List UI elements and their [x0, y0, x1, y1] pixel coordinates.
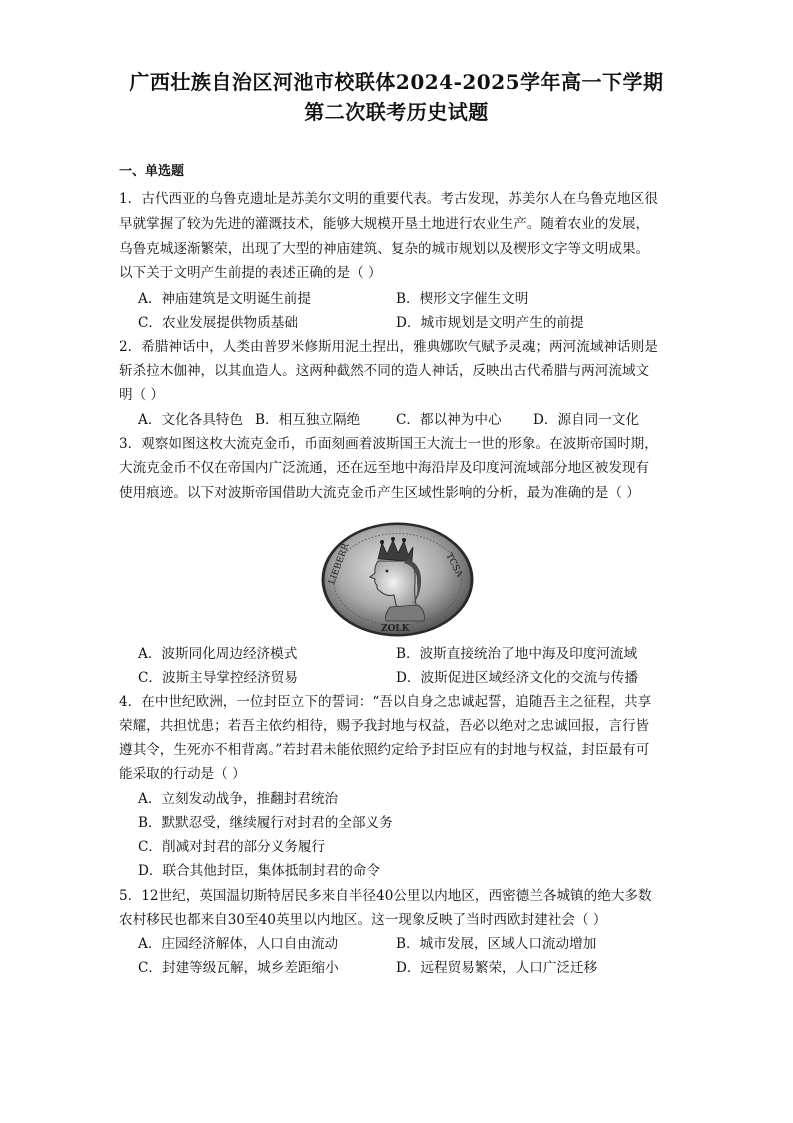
q1-line-2: 早就掌握了较为先进的灌溉技术，能够大规模开垦土地进行农业生产。随着农业的发展，: [119, 216, 650, 232]
q2-line-1: 2．希腊神话中，人类由普罗米修斯用泥土捏出，雅典娜吹气赋予灵魂；两河流域神话则是: [119, 339, 658, 355]
q2-line-2: 斩杀拉木伽神，以其血造人。这两种截然不同的造人神话，反映出古代希腊与两河流域文: [119, 363, 650, 379]
q1-option-a: A．神庙建筑是文明诞生前提: [138, 291, 311, 307]
coin-legend-bottom: ZOLK: [381, 624, 410, 634]
q5-option-d: D．远程贸易繁荣，人口广泛迁移: [396, 960, 598, 976]
q1-option-d: D．城市规划是文明产生的前提: [396, 315, 584, 331]
q5-option-c: C．封建等级瓦解，城乡差距缩小: [138, 960, 339, 976]
q2-line-3: 明（ ）: [119, 387, 165, 403]
coin-legend-left: LIEBERR: [327, 542, 352, 587]
daric-coin-image: [320, 521, 475, 638]
q4-line-2: 荣耀，共担忧患；若吾主依约相待，赐予我封地与权益，吾必以绝对之忠诚回报，言行皆: [119, 718, 650, 734]
q5-option-b: B．城市发展，区域人口流动增加: [396, 936, 597, 952]
q5-line-1: 5．12世纪，英国温切斯特居民多来自半径40公里以内地区，西密德兰各城镇的绝大多数: [119, 888, 652, 904]
q1-line-3: 乌鲁克城逐渐繁荣，出现了大型的神庙建筑、复杂的城市规划以及楔形文字等文明成果。: [119, 241, 650, 257]
q4-line-1: 4．在中世纪欧洲，一位封臣立下的誓词：“吾以自身之忠诚起誓，追随吾主之征程，共享: [119, 694, 652, 710]
q4-option-a: A．立刻发动战争，推翻封君统治: [138, 791, 339, 807]
q1-option-b: B．楔形文字催生文明: [396, 291, 529, 307]
q1-line-4: 以下关于文明产生前提的表述正确的是（ ）: [119, 265, 382, 281]
q3-option-c: C．波斯主导掌控经济贸易: [138, 670, 298, 686]
q3-line-1: 3．观察如图这枚大流克金币，币面刻画着波斯国王大流士一世的形象。在波斯帝国时期，: [119, 436, 658, 452]
q2-option-a: A．文化各具特色: [138, 412, 243, 428]
q3-line-2: 大流克金币不仅在帝国内广泛流通，还在远至地中海沿岸及印度河流域部分地区被发现有: [119, 460, 650, 476]
q4-option-c: C．削减对封君的部分义务履行: [138, 839, 326, 855]
coin-legend-right: TCSA: [443, 551, 465, 579]
q4-option-b: B．默默忍受，继续履行对封君的全部义务: [138, 815, 393, 831]
q3-option-a: A．波斯同化周边经济模式: [138, 646, 298, 662]
page-title-line1: 广西壮族自治区河池市校联体2024-2025学年高一下学期: [129, 70, 664, 94]
q1-line-1: 1．古代西亚的乌鲁克遗址是苏美尔文明的重要代表。考古发现，苏美尔人在乌鲁克地区很: [119, 191, 658, 207]
q2-option-b: B．相互独立隔绝: [255, 412, 361, 428]
q5-line-2: 农村移民也都来自30至40英里以内地区。这一现象反映了当时西欧封建社会（ ）: [119, 912, 607, 928]
q1-option-c: C．农业发展提供物质基础: [138, 315, 298, 331]
section-heading: 一、单选题: [119, 164, 185, 179]
page-title-line2: 第二次联考历史试题: [304, 100, 489, 124]
q3-line-3: 使用痕迹。以下对波斯帝国借助大流克金币产生区域性影响的分析，最为准确的是（ ）: [119, 485, 640, 501]
q4-line-3: 遵其令，生死亦不相背离。”若封君未能依照约定给予封臣应有的封地与权益，封臣最有可: [119, 742, 650, 758]
q3-option-b: B．波斯直接统治了地中海及印度河流域: [396, 646, 638, 662]
coin-picture: [320, 521, 475, 638]
q2-option-c: C．都以神为中心: [396, 412, 502, 428]
q2-option-d: D．源自同一文化: [533, 412, 640, 428]
q4-line-4: 能采取的行动是（ ）: [119, 766, 246, 782]
q5-option-a: A．庄园经济解体，人口自由流动: [138, 936, 339, 952]
q3-option-d: D．波斯促进区域经济文化的交流与传播: [396, 670, 638, 686]
q4-option-d: D．联合其他封臣，集体抵制封君的命令: [138, 863, 380, 879]
